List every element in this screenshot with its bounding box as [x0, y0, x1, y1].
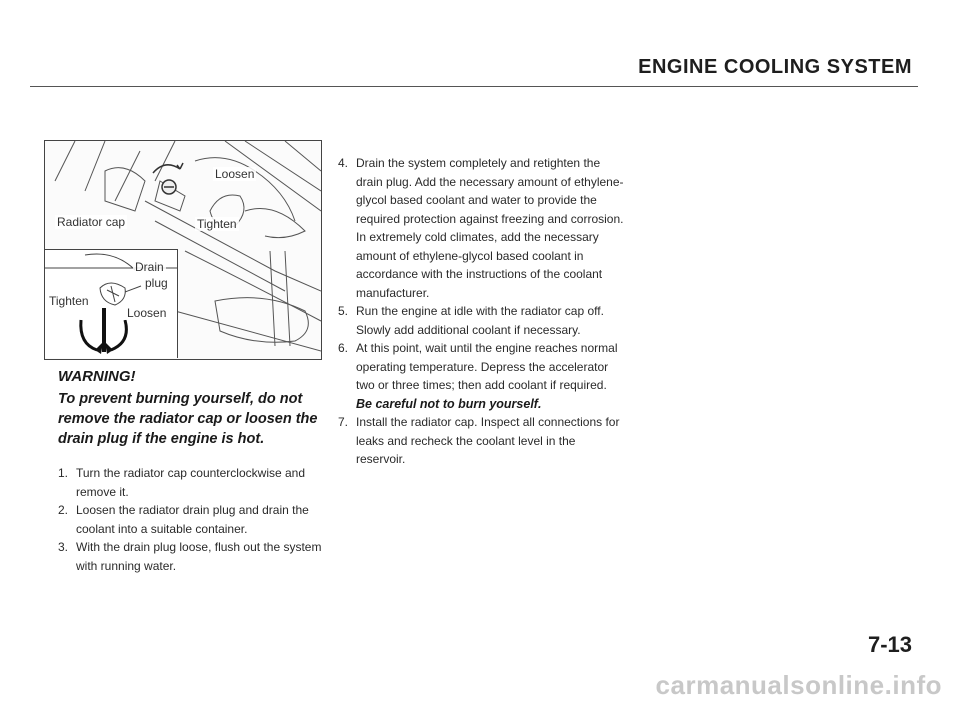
step-text: Run the engine at idle with the radiator cap off. Slowly add additional coolant if necessary.	[356, 304, 604, 337]
label-drain-plug-line2: plug	[145, 276, 168, 290]
step-item	[338, 339, 626, 395]
step-text: Turn the radiator cap counterclockwise and remove it.	[76, 466, 306, 499]
step-item	[338, 154, 626, 228]
warning-block	[58, 368, 326, 449]
label-loosen-top: Loosen	[215, 167, 255, 181]
label-tighten-inset: Tighten	[49, 294, 89, 308]
warning-title: WARNING!	[58, 368, 136, 385]
step-text: At this point, wait until the engine reaches normal operating temperature. Depress the accelerator two or three times; then add coolant if required.	[356, 341, 618, 392]
drain-plug-inset	[45, 249, 178, 358]
step-number: 7.	[338, 415, 349, 429]
steps-left-column	[58, 464, 326, 575]
header-rule	[30, 86, 918, 87]
step-text: With the drain plug loose, flush out the system with running water.	[76, 540, 322, 573]
radiator-figure	[44, 140, 322, 360]
step-number: 3.	[58, 540, 69, 554]
step-number: 2.	[58, 503, 69, 517]
step-text: Loosen the radiator drain plug and drain the coolant into a suitable container.	[76, 503, 309, 536]
step-item	[58, 538, 326, 575]
steps-right-column	[338, 154, 626, 469]
step-item	[58, 501, 326, 538]
step-number: 4.	[338, 156, 349, 170]
label-tighten-top: Tighten	[197, 217, 237, 231]
label-drain-plug-line1: Drain	[135, 260, 164, 274]
step-text: Install the radiator cap. Inspect all connections for leaks and recheck the coolant level in the reservoir.	[356, 415, 620, 466]
step-item	[58, 464, 326, 501]
page-number: 7-13	[867, 632, 912, 657]
header-title: ENGINE COOLING SYSTEM	[638, 56, 912, 78]
step-text: Drain the system completely and retighten the drain plug. Add the necessary amount of ethylene-glycol based coolant and water to provide the required protection against freezing and corrosion.	[356, 156, 624, 226]
step-item	[338, 413, 626, 469]
caution-text: Be careful not to burn yourself.	[356, 396, 542, 411]
step-number: 1.	[58, 466, 69, 480]
step-item	[338, 302, 626, 339]
label-loosen-inset: Loosen	[127, 306, 167, 320]
step-number: 6.	[338, 341, 349, 355]
warning-text: To prevent burning yourself, do not remove the radiator cap or loosen the drain plug if the engine is hot.	[58, 391, 318, 447]
step-number: 5.	[338, 304, 349, 318]
label-radiator-cap: Radiator cap	[57, 215, 126, 229]
step-extra-text: In extremely cold climates, add the necessary amount of ethylene-glycol based coolant in accordance with the instructions of the coolant manufacturer.	[356, 230, 603, 300]
watermark: carmanualsonline.info	[655, 670, 942, 700]
